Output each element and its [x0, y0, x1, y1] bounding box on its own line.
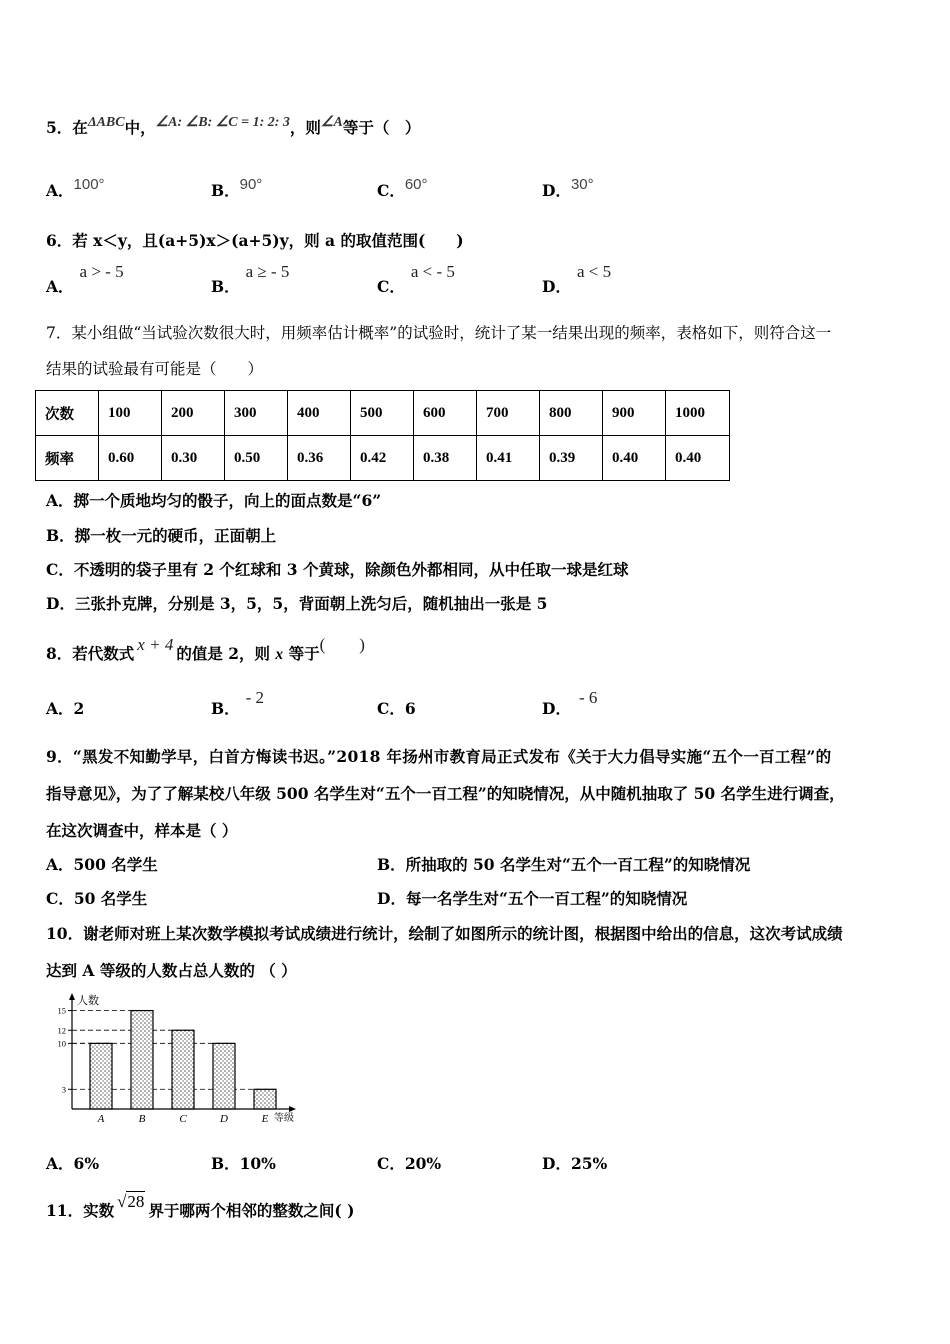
q8-option-c: C．6	[377, 699, 416, 718]
table-cell: 0.41	[477, 436, 540, 481]
q9-option-c: C．50 名学生	[46, 889, 148, 908]
table-cell: 600	[414, 391, 477, 436]
q7-stem-line1: 7．某小组做“当试验次数很大时，用频率估计概率”的试验时，统计了某一结果出现的频率，表格如下，则符合这一	[46, 324, 832, 342]
q6-option-c: C．a < - 5	[377, 262, 455, 296]
table-cell: 200	[162, 391, 225, 436]
q11-sqrt-expression: √28	[117, 1192, 145, 1211]
q5-option-d: D．30°	[542, 176, 594, 200]
q8-option-b: B．- 2	[211, 688, 265, 718]
q9-option-b: B．所抽取的 50 名学生对“五个一百工程”的知晓情况	[377, 855, 751, 874]
q10-stem-line2: 达到 A 等级的人数占总人数的 （ ）	[46, 961, 297, 980]
table-row-counts	[36, 391, 730, 436]
table-cell: 0.40	[603, 436, 666, 481]
q8-expression: x + 4	[137, 635, 174, 654]
table-cell: 0.36	[288, 436, 351, 481]
table-cell: 0.39	[540, 436, 603, 481]
q5-option-b: B．90°	[211, 176, 263, 200]
bar-a	[90, 1043, 112, 1109]
frequency-table	[35, 390, 730, 481]
bar-b	[131, 1011, 153, 1109]
q7-option-a: A．掷一个质地均匀的骰子，向上的面点数是“6”	[46, 491, 382, 510]
q8-option-d: D．- 6	[542, 688, 598, 718]
table-cell: 700	[477, 391, 540, 436]
y-tick-label: 15	[57, 1005, 66, 1016]
q10-option-d: D．25%	[542, 1154, 608, 1173]
table-cell: 500	[351, 391, 414, 436]
q7-option-b: B．掷一枚一元的硬币，正面朝上	[46, 526, 277, 545]
y-axis-arrow	[69, 993, 75, 1000]
q5-stem: 5．在ΔABC中，∠A: ∠B: ∠C = 1: 2: 3，则∠A等于（ ）	[46, 115, 421, 137]
q5-triangle-math: ΔABC	[87, 115, 125, 130]
q9-stem-line3: 在这次调查中，样本是（ ）	[46, 821, 238, 840]
table-cell: 400	[288, 391, 351, 436]
q8-option-a: A．2	[46, 699, 85, 718]
table-cell: 0.50	[225, 436, 288, 481]
table-header-freq: 频率	[36, 436, 99, 481]
q8-variable: x	[275, 646, 284, 663]
bar-e	[254, 1089, 276, 1109]
q7-option-c: C．不透明的袋子里有 2 个红球和 3 个黄球，除颜色外都相同，从中任取一球是红球	[46, 560, 629, 579]
table-cell: 0.30	[162, 436, 225, 481]
q10-option-c: C．20%	[377, 1154, 442, 1173]
q7-option-d: D．三张扑克牌，分别是 3，5，5，背面朝上洗匀后，随机抽出一张是 5	[46, 594, 548, 613]
q5-option-c: C．60°	[377, 176, 428, 200]
q9-option-a: A．500 名学生	[46, 855, 158, 874]
x-axis-label: 等级	[274, 1113, 294, 1124]
q8-paren: ( )	[319, 635, 365, 654]
y-axis-label: 人数	[77, 994, 99, 1007]
q6-option-b: B．a ≥ - 5	[211, 262, 290, 296]
table-cell: 0.38	[414, 436, 477, 481]
table-cell: 800	[540, 391, 603, 436]
x-axis-arrow	[289, 1106, 296, 1112]
q9-stem-line2: 指导意见》，为了了解某校八年级 500 名学生对“五个一百工程”的知晓情况，从中随机抽取了 50 名学生进行调查，	[46, 784, 845, 803]
table-header-count: 次数	[36, 391, 99, 436]
table-cell: 900	[603, 391, 666, 436]
q11-stem: 11．实数 √28 界于哪两个相邻的整数之间( )	[46, 1192, 355, 1220]
q6-option-d: D．a < 5	[542, 262, 612, 296]
bar-c	[172, 1030, 194, 1109]
q9-option-d: D．每一名学生对“五个一百工程”的知晓情况	[377, 889, 688, 908]
table-cell: 1000	[666, 391, 730, 436]
q6-stem: 6．若 x＜y，且(a+5)x＞(a+5)y，则 a 的取值范围( )	[46, 231, 464, 250]
table-cell: 300	[225, 391, 288, 436]
y-tick-label: 10	[57, 1038, 66, 1049]
y-tick-label: 3	[61, 1084, 66, 1095]
q5-option-a: A．100°	[46, 176, 105, 200]
table-cell: 0.42	[351, 436, 414, 481]
x-tick-label: B	[138, 1113, 146, 1125]
x-tick-label: E	[261, 1113, 269, 1125]
q7-stem-line2: 结果的试验最有可能是（ ）	[46, 360, 264, 378]
x-tick-label: D	[220, 1113, 228, 1125]
table-cell: 0.40	[666, 436, 730, 481]
q6-option-a: A．a > - 5	[46, 262, 124, 296]
table-cell: 100	[99, 391, 162, 436]
x-tick-label: A	[97, 1113, 105, 1125]
bar-d	[213, 1043, 235, 1109]
y-tick-label: 12	[57, 1025, 66, 1036]
q9-stem-line1: 9．“黑发不知勤学早，白首方悔读书迟。”2018 年扬州市教育局正式发布《关于大力倡导实施“五个一百工程”的	[46, 747, 832, 766]
q10-stem-line1: 10．谢老师对班上某次数学模拟考试成绩进行统计，绘制了如图所示的统计图，根据图中给出的信息，这次考试成绩	[46, 924, 843, 943]
q8-stem: 8．若代数式 x + 4 的值是 2，则 x 等于( )	[46, 635, 365, 663]
x-tick-label: C	[179, 1113, 187, 1125]
q10-option-b: B．10%	[211, 1154, 276, 1173]
grade-bar-chart	[44, 990, 314, 1130]
q5-angle-math: ∠A	[320, 115, 343, 130]
q10-option-a: A．6%	[46, 1154, 100, 1173]
q5-ratio-math: ∠A: ∠B: ∠C = 1: 2: 3	[155, 115, 290, 130]
table-cell: 0.60	[99, 436, 162, 481]
table-row-freqs	[36, 436, 730, 481]
